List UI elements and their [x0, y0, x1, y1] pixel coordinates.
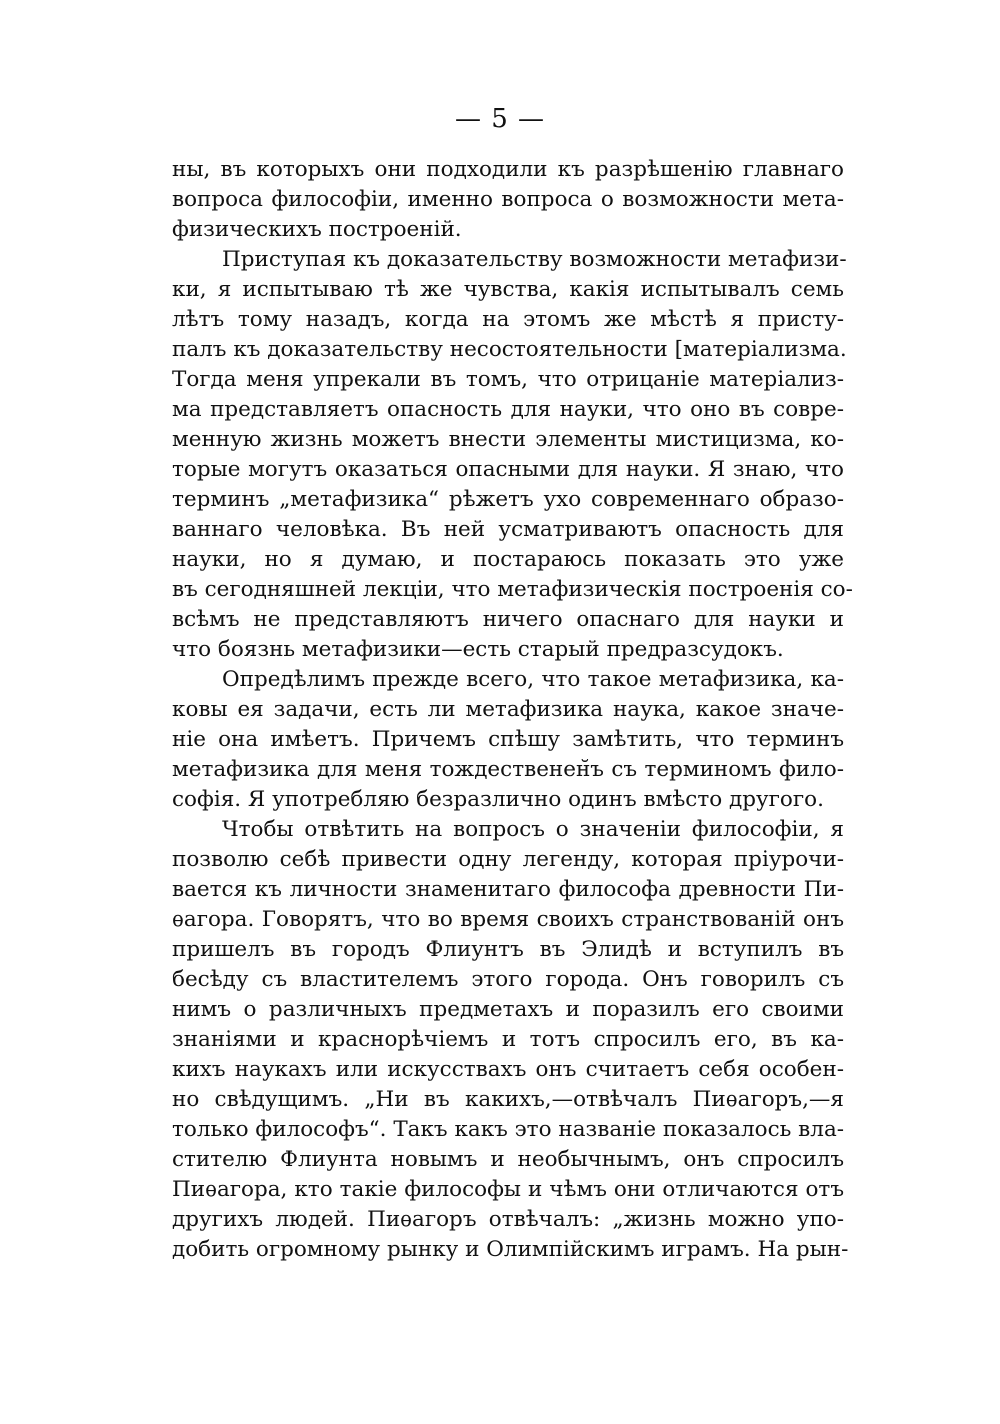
- text-line: но свѣдущимъ. „Ни въ какихъ,—отвѣчалъ Пиѳагоръ,—я: [172, 1087, 844, 1112]
- text-line: пришелъ въ городъ Флиунтъ въ Элидѣ и вступилъ въ: [172, 937, 844, 962]
- text-line: ны, въ которыхъ они подходили къ разрѣшенію главнаго: [172, 157, 844, 182]
- text-line: позволю себѣ привести одну легенду, которая пріурочи-: [172, 847, 844, 872]
- page-number: — 5 —: [454, 104, 546, 134]
- paragraph-3: [172, 665, 844, 815]
- text-line: менную жизнь можетъ внести элементы мистицизма, ко-: [172, 427, 844, 452]
- text-line: ѳагора. Говорятъ, что во время своихъ странствованій онъ: [172, 907, 844, 932]
- text-line: всѣмъ не представляютъ ничего опаснаго для науки и: [172, 607, 844, 632]
- text-line: ки, я испытываю тѣ же чувства, какія испытывалъ семь: [172, 277, 844, 302]
- text-line: ніе она имѣетъ. Причемъ спѣшу замѣтить, что терминъ: [172, 727, 844, 752]
- text-line: что боязнь метафизики—есть старый предразсудокъ.: [172, 637, 784, 662]
- text-line: лѣтъ тому назадъ, когда на этомъ же мѣстѣ я присту-: [172, 307, 844, 332]
- text-line: палъ къ доказательству несостоятельности [матеріализма.: [172, 337, 847, 362]
- text-line: ваннаго человѣка. Въ ней усматриваютъ опасность для: [172, 517, 844, 542]
- text-line: терминъ „метафизика“ рѣжетъ ухо современнаго образо-: [172, 487, 844, 512]
- text-line: физическихъ построеній.: [172, 217, 462, 242]
- text-line: вопроса философіи, именно вопроса о возможности мета-: [172, 187, 844, 212]
- text-line: нимъ о различныхъ предметахъ и поразилъ его своими: [172, 997, 844, 1022]
- text-line: ма представляетъ опасность для науки, что оно въ совре-: [172, 397, 844, 422]
- text-line: знаніями и краснорѣчіемъ и тотъ спросилъ его, въ ка-: [172, 1027, 844, 1052]
- text-line: кихъ наукахъ или искусствахъ онъ считаетъ себя особен-: [172, 1057, 844, 1082]
- text-line: науки, но я думаю, и постараюсь показать это уже: [172, 547, 844, 572]
- text-line: только философъ“. Такъ какъ это названіе показалось вла-: [172, 1117, 845, 1142]
- text-line: Опредѣлимъ прежде всего, что такое метафизика, ка-: [222, 667, 844, 692]
- text-line: въ сегодняшней лекціи, что метафизическія построенія со-: [172, 577, 853, 602]
- paragraph-1: [172, 155, 844, 245]
- text-line: Чтобы отвѣтить на вопросъ о значеніи философіи, я: [222, 817, 844, 842]
- paragraph-2: [172, 245, 853, 665]
- body-text: [172, 155, 853, 1265]
- text-line: добить огромному рынку и Олимпійскимъ играмъ. На рын-: [172, 1237, 849, 1262]
- text-line: вается къ личности знаменитаго философа древности Пи-: [172, 877, 844, 902]
- paragraph-4: [172, 815, 849, 1265]
- text-line: метафизика для меня тождественен̆ъ съ терминомъ фило-: [172, 757, 844, 782]
- text-line: стителю Флиунта новымъ и необычнымъ, онъ спросилъ: [172, 1147, 844, 1172]
- text-line: Пиѳагора, кто такіе философы и чѣмъ они отличаются отъ: [172, 1177, 844, 1202]
- text-line: софія. Я употребляю безразлично одинъ вмѣсто другого.: [172, 787, 824, 812]
- text-line: другихъ людей. Пиѳагоръ отвѣчалъ: „жизнь можно упо-: [172, 1207, 844, 1232]
- text-line: Тогда меня упрекали въ томъ, что отрицаніе матеріализ-: [172, 367, 844, 392]
- text-line: бесѣду съ властителемъ этого города. Онъ говорилъ съ: [172, 967, 844, 992]
- text-line: торые могутъ оказаться опасными для науки. Я знаю, что: [172, 457, 844, 482]
- text-line: ковы ея задачи, есть ли метафизика наука, какое значе-: [172, 697, 844, 722]
- text-line: Приступая къ доказательству возможности метафизи-: [222, 247, 847, 272]
